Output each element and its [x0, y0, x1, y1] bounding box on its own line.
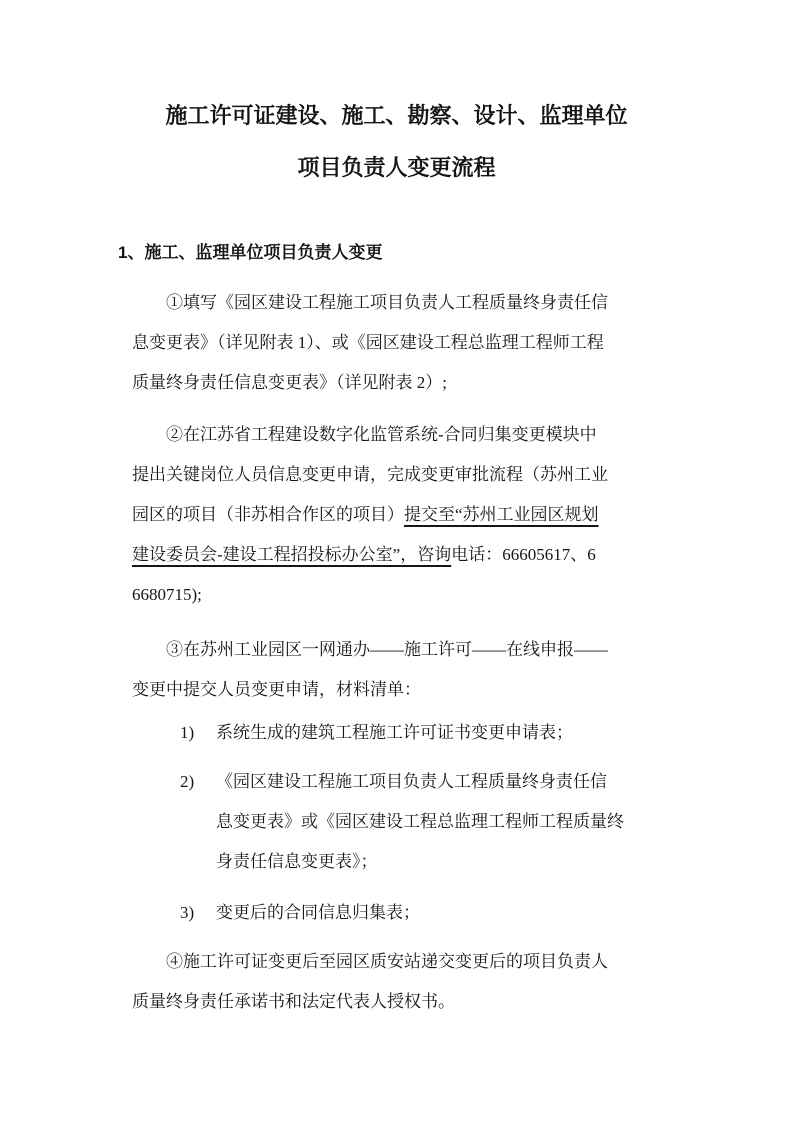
text-line: 息变更表》（详见附表 1）、或《园区建设工程总监理工程师工程 — [132, 333, 604, 352]
paragraph-2 — [132, 415, 732, 615]
text-line: ②在江苏省工程建设数字化监管系统-合同归集变更模块中 — [166, 425, 597, 444]
text-line: 质量终身责任承诺书和法定代表人授权书。 — [132, 992, 455, 1011]
section-heading: 1、施工、监理单位项目负责人变更 — [118, 243, 383, 262]
paragraph-1 — [132, 283, 732, 403]
text-line — [132, 535, 732, 575]
title-line-1: 施工许可证建设、施工、勘察、设计、监理单位 — [165, 103, 628, 128]
text-line — [132, 495, 732, 535]
text-line: 变更中提交人员变更申请，材料清单： — [132, 680, 421, 699]
text-line: ①填写《园区建设工程施工项目负责人工程质量终身责任信 — [166, 293, 608, 312]
paragraph-4 — [132, 942, 732, 1022]
text-line — [132, 713, 732, 753]
underlined-text-segment: 提交至“苏州工业园区规划 — [404, 505, 599, 524]
text-line: 身责任信息变更表》； — [216, 852, 378, 871]
text-line — [132, 762, 732, 802]
text-segment: 园区的项目（非苏相合作区的项目） — [132, 505, 404, 524]
text-line: 息变更表》或《园区建设工程总监理工程师工程质量终 — [216, 812, 624, 831]
document-title — [0, 90, 793, 194]
list-number: 2) — [180, 772, 195, 791]
text-segment: 《园区建设工程施工项目负责人工程质量终身责任信 — [216, 772, 607, 791]
paragraph-3 — [132, 630, 732, 710]
list-item-1 — [132, 713, 732, 753]
text-segment: 变更后的合同信息归集表； — [216, 903, 420, 922]
title-line-2: 项目负责人变更流程 — [297, 155, 496, 180]
underlined-text-segment: 建设委员会-建设工程招投标办公室”，咨询 — [132, 545, 452, 564]
text-segment: 电话：66605617、6 — [451, 545, 596, 564]
text-line: 质量终身责任信息变更表》（详见附表 2）; — [132, 373, 447, 392]
list-number: 3) — [180, 903, 195, 922]
text-line: 提出关键岗位人员信息变更申请，完成变更审批流程（苏州工业 — [132, 465, 608, 484]
text-line: ④施工许可证变更后至园区质安站递交变更后的项目负责人 — [166, 952, 608, 971]
list-number: 1) — [180, 723, 195, 742]
text-segment: 系统生成的建筑工程施工许可证书变更申请表； — [216, 723, 573, 742]
text-line: 6680715); — [132, 585, 202, 604]
text-line: ③在苏州工业园区一网通办——施工许可——在线申报—— — [166, 640, 608, 659]
list-item-2 — [132, 762, 732, 882]
text-line — [132, 893, 732, 933]
list-item-3 — [132, 893, 732, 933]
